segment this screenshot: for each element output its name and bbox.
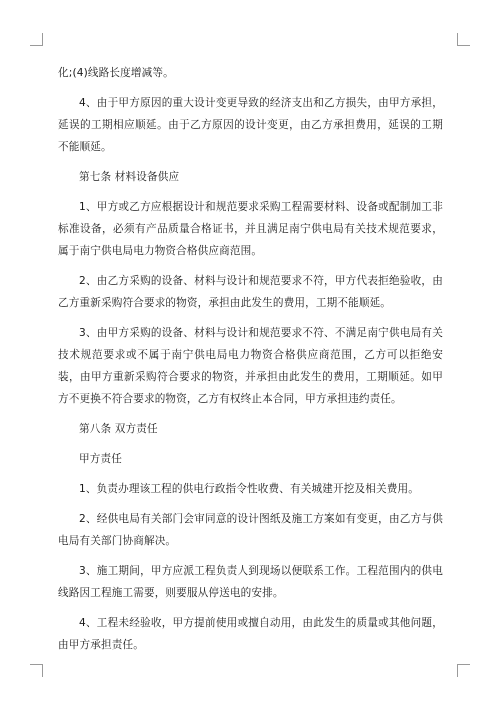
paragraph-clause-8-item-1: 1、负责办理该工程的供电行政指令性收费、有关城建开挖及相关费用。 — [79, 483, 419, 495]
paragraph-clause-8-item-3: 3、施工期间，甲方应派工程负责人到现场以便联系工作。工程范围内的供电线路因工程施工需要，则要服从停送电的安排。 — [58, 565, 443, 599]
document-body — [58, 62, 443, 664]
crop-mark-bottom-right — [457, 664, 470, 677]
paragraph-clause-7-item-1: 1、甲方或乙方应根据设计和规范要求采购工程需要材料、设备或配制加工非标准设备，必须有产品质量合格证书，并且满足南宁供电局有关技术规范要求，属于南宁供电局电力物资合格供应商范围。 — [58, 201, 443, 257]
section-heading-article-8: 第八条 双方责任 — [79, 423, 158, 435]
crop-mark-bottom-left — [30, 664, 43, 677]
paragraph-clause-6-item-4: 4、由于甲方原因的重大设计变更导致的经济支出和乙方损失，由甲方承担，延误的工期相应顺延。由于乙方原因的设计变更，由乙方承担费用，延误的工期不能顺延。 — [58, 97, 443, 153]
section-heading-article-7: 第七条 材料设备供应 — [79, 171, 180, 183]
paragraph-clause-7-item-3: 3、由甲方采购的设备、材料与设计和规范要求不符、不满足南宁供电局有关技术规范要求或不属于南宁供电局电力物资合格供应商范围，乙方可以拒绝安装，由甲方重新采购符合要求的物资，并承担由此发生的费用，工期顺延。如甲方不更换不符合要求的物资，乙方有权终止本合同，甲方承担违约责任。 — [58, 327, 443, 405]
paragraph-clause-8-item-4: 4、工程未经验收，甲方提前使用或擅自动用，由此发生的质量或其他问题，由甲方承担责任。 — [58, 617, 443, 651]
paragraph-continuation: 化;(4)线路长度增减等。 — [58, 67, 174, 79]
paragraph-clause-8-item-2: 2、经供电局有关部门会审同意的设计图纸及施工方案如有变更，由乙方与供电局有关部门协商解决。 — [58, 513, 443, 547]
subheading-party-a-responsibility: 甲方责任 — [79, 453, 122, 465]
paragraph-clause-7-item-2: 2、由乙方采购的设备、材料与设计和规范要求不符，甲方代表拒绝验收，由乙方重新采购符合要求的物资，承担由此发生的费用，工期不能顺延。 — [58, 275, 443, 309]
crop-mark-top-left — [30, 33, 43, 46]
crop-mark-top-right — [457, 33, 470, 46]
